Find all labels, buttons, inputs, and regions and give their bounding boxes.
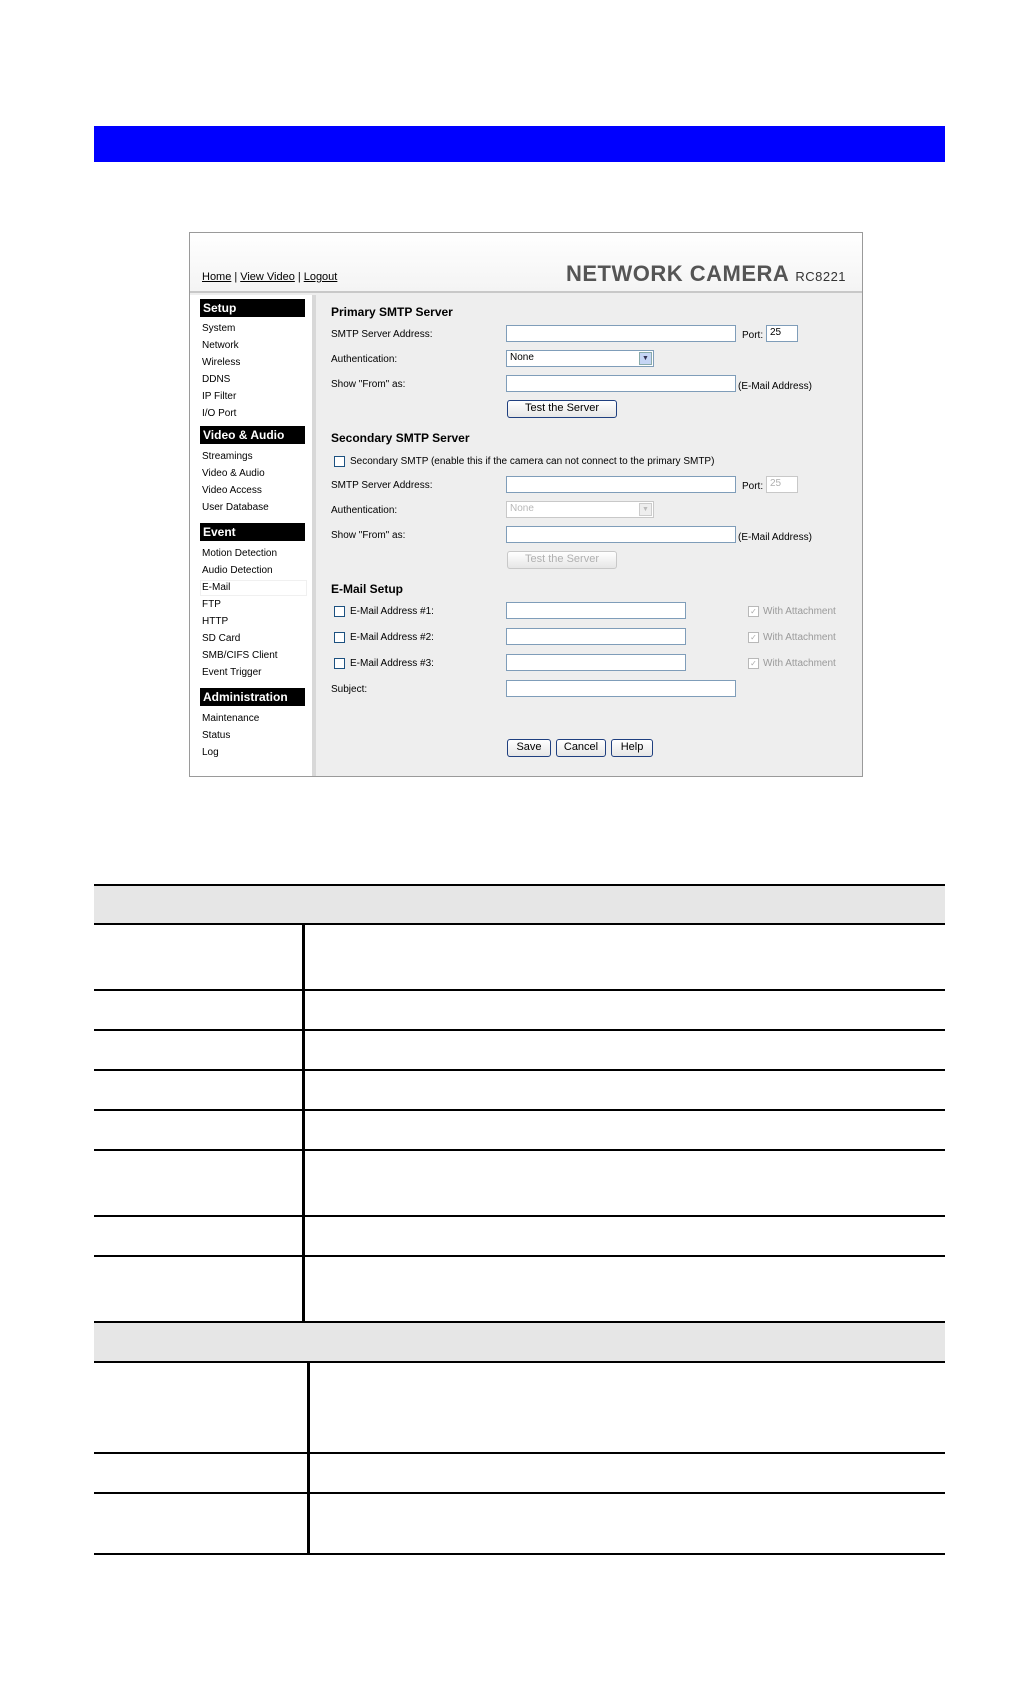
email-1-label: E-Mail Address #1: xyxy=(350,606,434,617)
chevron-down-icon: ▼ xyxy=(639,352,652,365)
email-1-attach-checkbox[interactable]: ✓ xyxy=(748,606,759,617)
sidebar-item-video-audio[interactable]: Video & Audio xyxy=(202,468,265,479)
header-bar xyxy=(94,126,945,162)
home-link[interactable]: Home xyxy=(202,271,232,283)
logout-link[interactable]: Logout xyxy=(303,271,338,283)
subject-label: Subject: xyxy=(331,684,368,695)
table-row xyxy=(94,1111,945,1151)
secondary-from-hint: (E-Mail Address) xyxy=(738,532,812,543)
secondary-auth-select[interactable] xyxy=(506,501,654,518)
brand-model: RC8221 xyxy=(795,269,847,284)
sidebar-item-streamings[interactable]: Streamings xyxy=(202,451,253,462)
camera-screenshot xyxy=(189,232,863,777)
primary-port-label: Port: xyxy=(742,330,764,341)
sidebar-item-sd-card[interactable]: SD Card xyxy=(202,633,241,644)
email-settings-panel xyxy=(320,295,862,777)
table-row xyxy=(94,1494,945,1555)
sidebar-item-wireless[interactable]: Wireless xyxy=(202,357,241,368)
sidebar-item-ip-filter[interactable]: IP Filter xyxy=(202,391,237,402)
email-1-input[interactable] xyxy=(506,602,686,619)
email-1-attach-label: With Attachment xyxy=(763,606,836,617)
email-2-attach-label: With Attachment xyxy=(763,632,836,643)
email-3-label: E-Mail Address #3: xyxy=(350,658,434,669)
sidebar-item-network[interactable]: Network xyxy=(202,340,239,351)
sidebar-item-log[interactable]: Log xyxy=(202,747,219,758)
table-row xyxy=(94,1031,945,1071)
sidebar-item-motion-detection[interactable]: Motion Detection xyxy=(202,548,278,559)
secondary-smtp-checkbox[interactable] xyxy=(334,456,345,467)
email-setup-heading: E-Mail Setup xyxy=(331,582,404,596)
email-3-attach-label: With Attachment xyxy=(763,658,836,669)
email-3-attach-checkbox[interactable]: ✓ xyxy=(748,658,759,669)
table-row xyxy=(94,925,945,991)
table-1-header xyxy=(94,884,945,925)
email-1-checkbox[interactable] xyxy=(334,606,345,617)
table-row xyxy=(94,1071,945,1111)
secondary-from-label: Show "From" as: xyxy=(331,530,406,541)
sidebar-item-maintenance[interactable]: Maintenance xyxy=(202,713,260,724)
primary-from-hint: (E-Mail Address) xyxy=(738,381,812,392)
secondary-port-label: Port: xyxy=(742,481,764,492)
secondary-smtp-checkbox-label: Secondary SMTP (enable this if the camera can not connect to the primary SMTP) xyxy=(350,456,715,467)
primary-smtp-address-input[interactable] xyxy=(506,325,736,342)
sidebar-item-smb-cifs-client[interactable]: SMB/CIFS Client xyxy=(202,650,278,661)
primary-test-server-button[interactable]: Test the Server xyxy=(507,400,617,418)
primary-auth-label: Authentication: xyxy=(331,354,398,365)
primary-from-label: Show "From" as: xyxy=(331,379,406,390)
secondary-from-input[interactable] xyxy=(506,526,736,543)
sidebar-item-email[interactable]: E-Mail xyxy=(200,580,307,596)
email-2-attach-checkbox[interactable]: ✓ xyxy=(748,632,759,643)
sidebar-section-administration: Administration xyxy=(200,688,305,706)
secondary-auth-label: Authentication: xyxy=(331,505,398,516)
save-button[interactable]: Save xyxy=(507,739,551,757)
sidebar-item-video-access[interactable]: Video Access xyxy=(202,485,262,496)
secondary-auth-value: None xyxy=(510,503,534,514)
sidebar-item-ddns[interactable]: DDNS xyxy=(202,374,231,385)
secondary-smtp-address-input[interactable] xyxy=(506,476,736,493)
sidebar-item-system[interactable]: System xyxy=(202,323,236,334)
table-2-header xyxy=(94,1321,945,1363)
email-3-input[interactable] xyxy=(506,654,686,671)
view-video-link[interactable]: View Video xyxy=(240,271,295,283)
subject-input[interactable] xyxy=(506,680,736,697)
sidebar-item-io-port[interactable]: I/O Port xyxy=(202,408,237,419)
cancel-button[interactable]: Cancel xyxy=(556,739,606,757)
email-2-checkbox[interactable] xyxy=(334,632,345,643)
sidebar-section-setup: Setup xyxy=(200,299,305,317)
sidebar-section-video-audio: Video & Audio xyxy=(200,426,305,444)
email-2-input[interactable] xyxy=(506,628,686,645)
secondary-smtp-address-label: SMTP Server Address: xyxy=(331,480,433,491)
table-row xyxy=(94,1363,945,1454)
top-links: Home | View Video | Logout xyxy=(202,271,338,283)
brand-name: NETWORK CAMERA xyxy=(566,261,790,286)
table-row xyxy=(94,991,945,1031)
camera-topbar xyxy=(190,233,862,293)
email-2-label: E-Mail Address #2: xyxy=(350,632,434,643)
primary-smtp-address-label: SMTP Server Address: xyxy=(331,329,433,340)
sidebar-item-status[interactable]: Status xyxy=(202,730,231,741)
table-row xyxy=(94,1454,945,1494)
sidebar-item-ftp[interactable]: FTP xyxy=(202,599,221,610)
table-row xyxy=(94,1257,945,1323)
sidebar-section-event: Event xyxy=(200,523,305,541)
sidebar-item-http[interactable]: HTTP xyxy=(202,616,229,627)
sidebar-item-event-trigger[interactable]: Event Trigger xyxy=(202,667,262,678)
primary-from-input[interactable] xyxy=(506,375,736,392)
primary-port-input[interactable]: 25 xyxy=(766,325,798,342)
secondary-smtp-heading: Secondary SMTP Server xyxy=(331,431,470,445)
primary-smtp-heading: Primary SMTP Server xyxy=(331,305,453,319)
sidebar-item-user-database[interactable]: User Database xyxy=(202,502,269,513)
secondary-test-server-button[interactable]: Test the Server xyxy=(507,551,617,569)
chevron-down-icon: ▼ xyxy=(639,503,652,516)
secondary-port-input[interactable]: 25 xyxy=(766,476,798,493)
sidebar xyxy=(190,295,316,777)
primary-auth-value: None xyxy=(510,352,534,363)
table-row xyxy=(94,1217,945,1257)
sidebar-item-audio-detection[interactable]: Audio Detection xyxy=(202,565,273,576)
primary-auth-select[interactable] xyxy=(506,350,654,367)
email-3-checkbox[interactable] xyxy=(334,658,345,669)
brand-logo xyxy=(566,261,846,287)
table-row xyxy=(94,1151,945,1217)
help-button[interactable]: Help xyxy=(611,739,653,757)
